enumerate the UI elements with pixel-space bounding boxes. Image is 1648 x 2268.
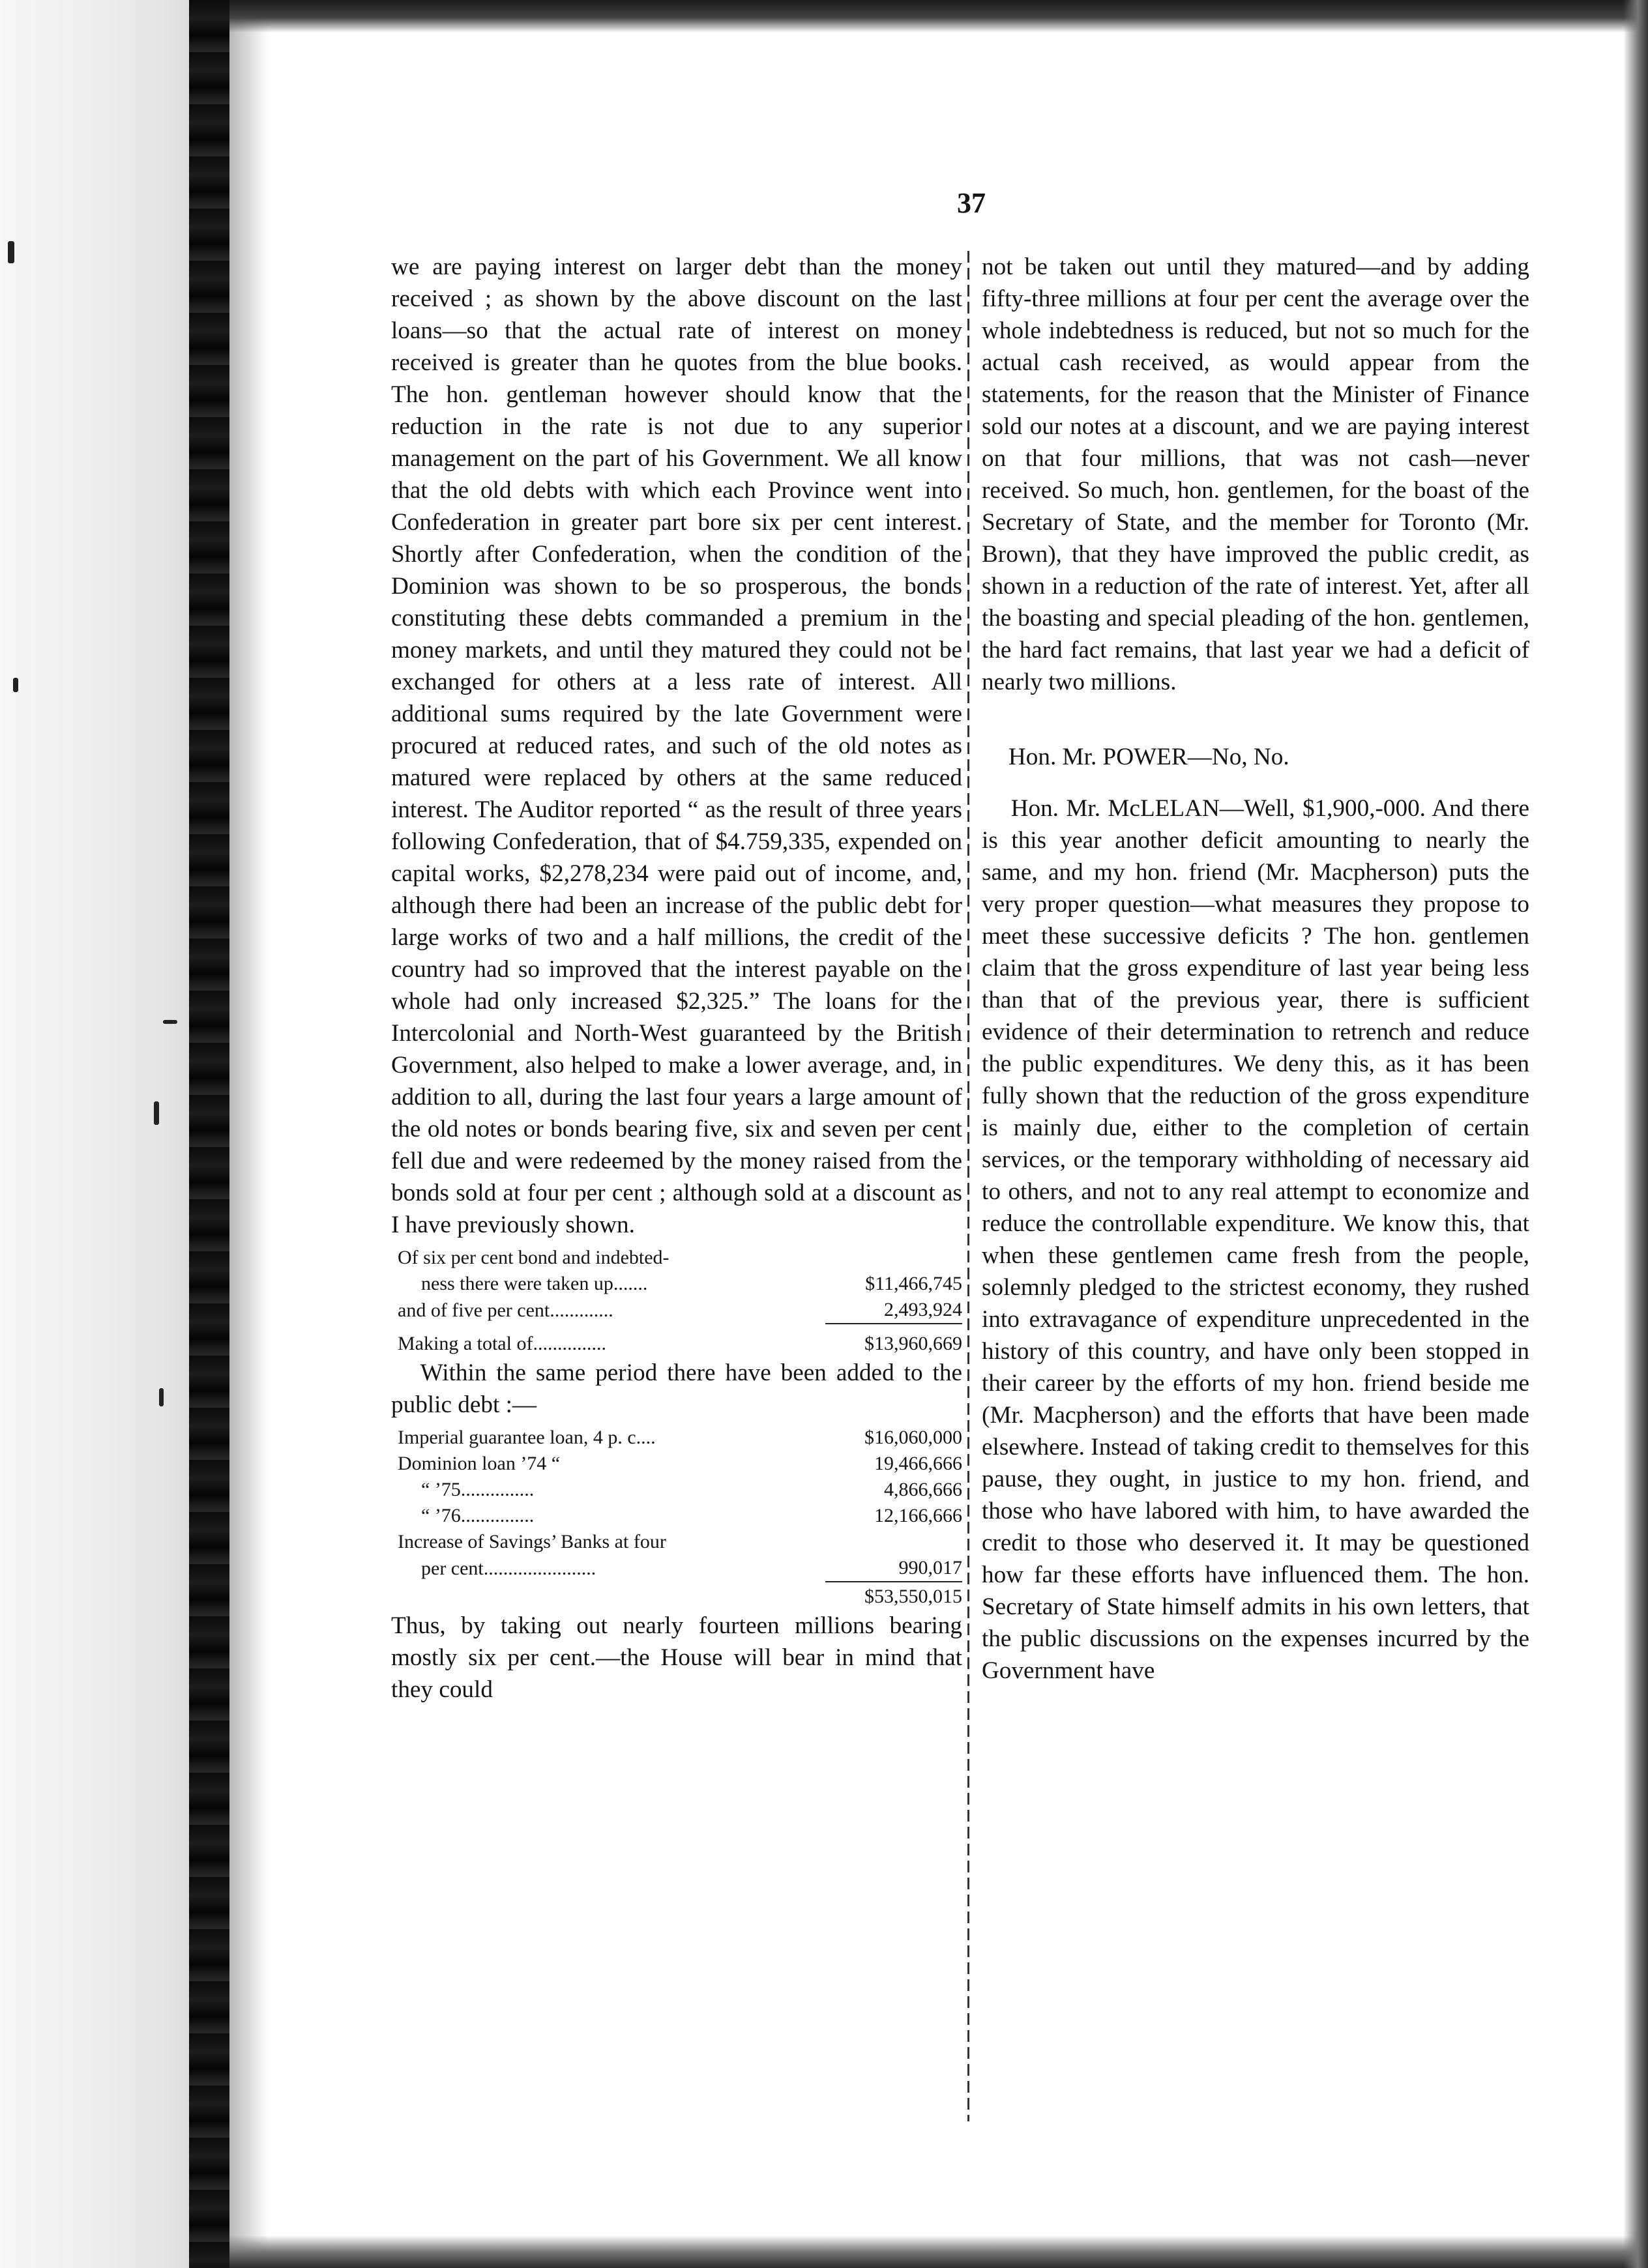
table-cell-desc: “ ’76............... xyxy=(421,1505,535,1526)
scan-top-border xyxy=(229,0,1648,33)
table-cell-amount: 4,866,666 xyxy=(884,1479,962,1500)
table-row xyxy=(391,1503,962,1529)
table-total-row xyxy=(391,1324,962,1357)
left-column xyxy=(391,251,962,1706)
scan-speck xyxy=(154,1101,159,1125)
scan-speck xyxy=(13,678,18,692)
body-paragraph: not be taken out until they matured—and by adding fifty-three millions at four per cent the average over the whole indebtedness is reduced, but not so much for the actual cash received, as would appear from the statements, for the reason that the Minister of Finance sold our notes at a discount, and we are paying interest on that four millions, that was not cash—never received. So much, hon. gentlemen, for the boast of the Secretary of State, and the member for Toronto (Mr. Brown), that they have improved the public credit, as shown in a reduction of the rate of interest. Yet, after all the boasting and special pleading of the hon. gentlemen, the hard fact remains, that last year we had a deficit of nearly two millions. xyxy=(982,254,1529,695)
bonds-redeemed-table xyxy=(391,1245,962,1357)
right-column xyxy=(982,251,1529,1687)
table-row xyxy=(391,1529,962,1555)
debt-additions-table xyxy=(391,1425,962,1610)
table-cell-desc: and of five per cent............. xyxy=(398,1300,613,1321)
scan-speck xyxy=(163,1020,177,1024)
table-cell-amount: 2,493,924 xyxy=(884,1299,962,1320)
scan-right-border xyxy=(1623,0,1648,2268)
table-cell-desc: Making a total of............... xyxy=(398,1333,606,1354)
table-cell-amount: 12,166,666 xyxy=(874,1505,962,1526)
body-paragraph: we are paying interest on larger debt than the money received ; as shown by the above discount on the last loans—so that the actual rate of interest on money received is greater than he quotes from the blue books. The hon. gentleman however should know that the reduction in the rate is not due to any superior management on the part of his Government. We all know that the old debts with which each Province went into Confederation in greater part bore six per cent interest. Shortly after Confederation, when the condition of the Dominion was shown to be so prosperous, the bonds constituting these debts commanded a premium in the money markets, and until they matured they could not be exchanged for others at a less rate of interest. All additional sums required by the late Government were procured at reduced rates, and such of the old notes as matured were replaced by others at the same reduced interest. The Auditor reported “ as the result of three years following Confederation, that of $4.759,335, expended on capital works, $2,278,234 were paid out of income, and, although there had been an increase of the public debt for large works of two and a half millions, the credit of the country had so improved that the interest payable on the whole had only increased $2,325.” The loans for the Intercolonial and North-West guaranteed by the British Government, also helped to make a lower average, and, in addition to all, during the last four years a large amount of the old notes or bonds bearing five, six and seven per cent fell due and were redeemed by the money raised from the bonds sold at four per cent ; although sold at a discount as I have previously shown. xyxy=(391,254,962,1238)
body-paragraph: Within the same period there have been added to the public debt :— xyxy=(391,1359,962,1418)
table-cell-amount: 990,017 xyxy=(898,1557,962,1578)
table-cell-desc: Dominion loan ’74 “ xyxy=(398,1453,561,1474)
scan-bottom-border xyxy=(229,2235,1648,2268)
speaker-interjection: Hon. Mr. POWER—No, No. xyxy=(1008,744,1289,770)
table-cell-desc: “ ’75............... xyxy=(421,1479,535,1500)
paragraph-gap xyxy=(982,773,1529,792)
table-row xyxy=(391,1245,962,1271)
table-cell-amount: $16,060,000 xyxy=(864,1427,962,1448)
table-row xyxy=(391,1425,962,1451)
binding-shadow xyxy=(229,0,269,2268)
table-cell-desc: per cent....................... xyxy=(421,1558,596,1579)
body-paragraph: Thus, by taking out nearly fourteen millions bearing mostly six per cent.—the House will bear in mind that they could xyxy=(391,1612,962,1703)
table-cell-desc: Of six per cent bond and indebted- xyxy=(398,1247,670,1268)
table-cell-desc xyxy=(391,1582,825,1610)
table-cell-desc: ness there were taken up....... xyxy=(421,1273,648,1294)
table-cell-amount: $13,960,669 xyxy=(825,1324,962,1357)
table-row xyxy=(391,1271,962,1297)
column-divider xyxy=(967,251,969,2121)
table-total-row xyxy=(391,1582,962,1610)
table-row xyxy=(391,1451,962,1477)
table-row xyxy=(391,1555,962,1582)
table-cell-amount: $53,550,015 xyxy=(825,1582,962,1610)
scan-speck xyxy=(159,1388,164,1406)
table-row xyxy=(391,1297,962,1324)
table-cell-desc: Imperial guarantee loan, 4 p. c.... xyxy=(398,1427,656,1448)
scan-speck xyxy=(8,241,14,263)
page-number: 37 xyxy=(957,187,986,219)
paragraph-gap xyxy=(982,698,1529,741)
table-cell-amount: $11,466,745 xyxy=(865,1273,962,1294)
body-paragraph: Hon. Mr. McLELAN—Well, $1,900,-000. And there is this year another deficit amounting to nearly the same, and my hon. friend (Mr. Macpherson) puts the very proper question—what measures they propose to meet these successive deficits ? The hon. gentlemen claim that the gross expenditure of last year being less than that of the previous year, there is sufficient evidence of their determination to retrench and reduce the public expenditures. We deny this, as it has been fully shown that the reduction of the gross expenditure is mainly due, either to the completion of certain services, or the temporary withholding of necessary aid to others, and not to any real attempt to economize and reduce the controllable expenditure. We know this, that when these gentlemen came fresh from the people, solemnly pledged to the strictest economy, they rushed into extravagance of expenditure unprecedented in the history of this country, and have only been stopped in their career by the efforts of my hon. friend beside me (Mr. Macpherson) and the efforts that have been made elsewhere. Instead of taking credit to themselves for this pause, they ought, in justice to my hon. friend, and those who have labored with him, to have awarded the credit to those who deserved it. It may be questioned how far these efforts have influenced them. The hon. Secretary of State himself admits in his own letters, that the public discussions on the expenses incurred by the Government have xyxy=(982,795,1529,1684)
table-cell-amount: 19,466,666 xyxy=(874,1453,962,1474)
facing-page-margin xyxy=(0,0,189,2268)
table-cell-desc: Increase of Savings’ Banks at four xyxy=(398,1531,666,1552)
book-binding-edge xyxy=(189,0,229,2268)
table-row xyxy=(391,1477,962,1503)
